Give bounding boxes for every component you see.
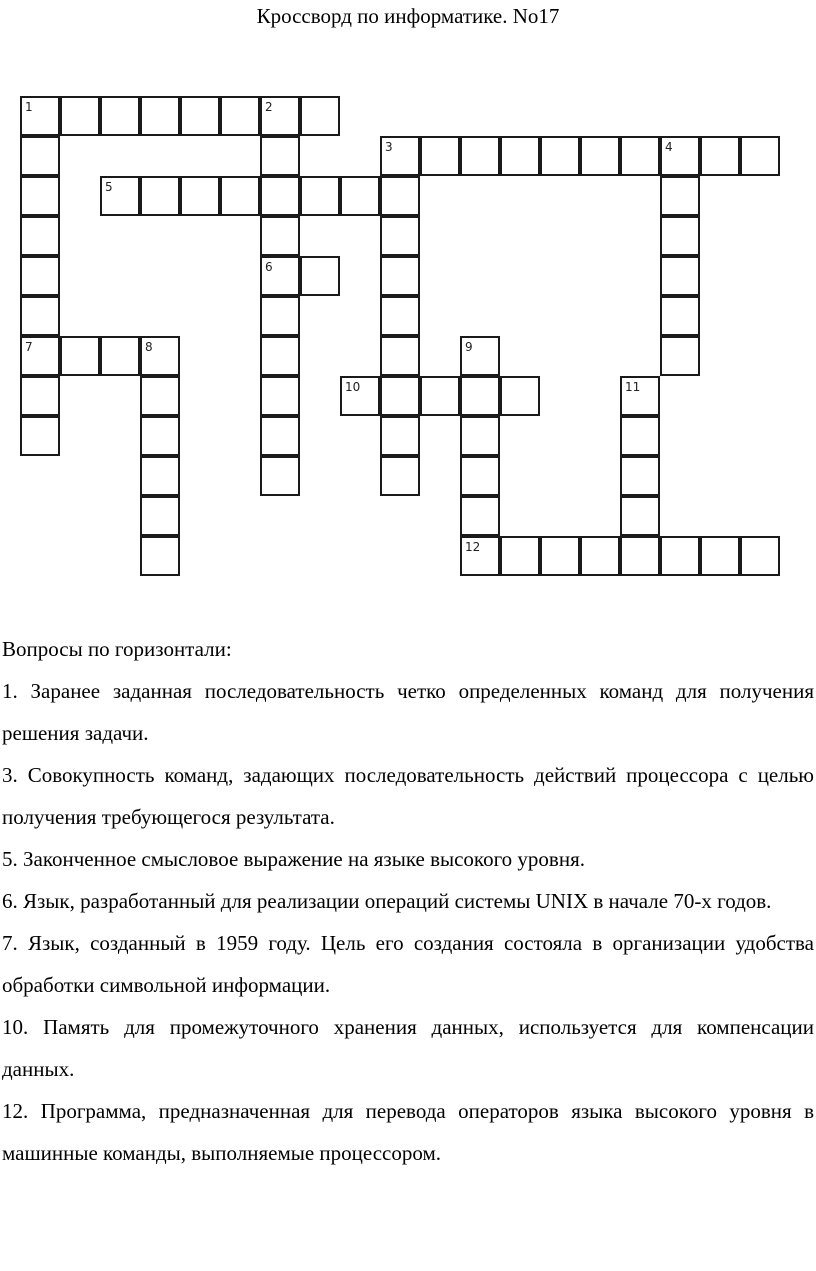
crossword-cell[interactable] <box>620 456 660 496</box>
crossword-cell[interactable] <box>420 136 460 176</box>
crossword-cell[interactable] <box>180 176 220 216</box>
crossword-cell[interactable] <box>580 136 620 176</box>
question-item: 1. Заранее заданная последовательность четко определенных команд для получения решения задачи. <box>2 679 814 745</box>
crossword-cell[interactable] <box>220 96 260 136</box>
crossword-cell[interactable] <box>660 336 700 376</box>
crossword-cell[interactable] <box>380 456 420 496</box>
crossword-cell[interactable] <box>620 376 660 416</box>
crossword-cell[interactable] <box>700 536 740 576</box>
crossword-cell[interactable] <box>180 96 220 136</box>
crossword-cell[interactable] <box>620 536 660 576</box>
crossword-cell[interactable] <box>740 136 780 176</box>
crossword-cell[interactable] <box>140 536 180 576</box>
crossword-cell[interactable] <box>460 456 500 496</box>
crossword-cell[interactable] <box>300 96 340 136</box>
cell-number: 12 <box>465 540 481 554</box>
crossword-cell[interactable] <box>460 416 500 456</box>
crossword-cell[interactable] <box>20 336 60 376</box>
crossword-cell[interactable] <box>100 96 140 136</box>
crossword-cell[interactable] <box>60 336 100 376</box>
cell-number: 4 <box>665 140 673 154</box>
question-item: 10. Память для промежуточного хранения данных, используется для компенсации данных. <box>2 1015 814 1081</box>
cell-number: 2 <box>265 100 273 114</box>
crossword-cell[interactable] <box>460 336 500 376</box>
crossword-cell[interactable] <box>260 336 300 376</box>
crossword-cell[interactable] <box>140 496 180 536</box>
crossword-cell[interactable] <box>140 176 180 216</box>
cell-number: 1 <box>25 100 33 114</box>
questions-section <box>2 628 814 1174</box>
crossword-cell[interactable] <box>380 376 420 416</box>
crossword-cell[interactable] <box>620 136 660 176</box>
crossword-cell[interactable] <box>220 176 260 216</box>
crossword-cell[interactable] <box>60 96 100 136</box>
crossword-cell[interactable] <box>660 536 700 576</box>
crossword-cell[interactable] <box>380 416 420 456</box>
crossword-cell[interactable] <box>420 376 460 416</box>
crossword-cell[interactable] <box>300 256 340 296</box>
question-item: 3. Совокупность команд, задающих последовательность действий процессора с целью получения требующегося результата. <box>2 763 814 829</box>
crossword-cell[interactable] <box>20 136 60 176</box>
crossword-cell[interactable] <box>660 216 700 256</box>
cell-number: 11 <box>625 380 641 394</box>
cell-number: 8 <box>145 340 153 354</box>
crossword-cell[interactable] <box>660 136 700 176</box>
crossword-cell[interactable] <box>540 536 580 576</box>
crossword-grid <box>0 0 816 600</box>
cell-number: 10 <box>345 380 361 394</box>
crossword-cell[interactable] <box>260 456 300 496</box>
question-item: 7. Язык, созданный в 1959 году. Цель его создания состояла в организации удобства обработки символьной информации. <box>2 931 814 997</box>
crossword-cell[interactable] <box>300 176 340 216</box>
crossword-cell[interactable] <box>140 416 180 456</box>
cell-number: 6 <box>265 260 273 274</box>
crossword-cell[interactable] <box>740 536 780 576</box>
crossword-cell[interactable] <box>620 416 660 456</box>
crossword-cell[interactable] <box>20 96 60 136</box>
crossword-cell[interactable] <box>660 296 700 336</box>
crossword-cell[interactable] <box>660 256 700 296</box>
crossword-cell[interactable] <box>260 216 300 256</box>
crossword-cell[interactable] <box>500 136 540 176</box>
crossword-cell[interactable] <box>260 176 300 216</box>
crossword-cell[interactable] <box>340 176 380 216</box>
crossword-cell[interactable] <box>380 136 420 176</box>
crossword-cell[interactable] <box>380 296 420 336</box>
crossword-cell[interactable] <box>100 336 140 376</box>
crossword-cell[interactable] <box>260 256 300 296</box>
question-item: 12. Программа, предназначенная для перевода операторов языка высокого уровня в машинные команды, выполняемые процессором. <box>2 1099 814 1165</box>
crossword-cell[interactable] <box>700 136 740 176</box>
crossword-cell[interactable] <box>140 96 180 136</box>
crossword-cell[interactable] <box>660 176 700 216</box>
crossword-cell[interactable] <box>260 96 300 136</box>
crossword-cell[interactable] <box>500 376 540 416</box>
crossword-cell[interactable] <box>460 496 500 536</box>
crossword-cell[interactable] <box>460 376 500 416</box>
crossword-cell[interactable] <box>340 376 380 416</box>
crossword-cell[interactable] <box>20 176 60 216</box>
cell-number: 5 <box>105 180 113 194</box>
crossword-cell[interactable] <box>140 376 180 416</box>
crossword-cell[interactable] <box>20 256 60 296</box>
crossword-cell[interactable] <box>580 536 620 576</box>
crossword-cell[interactable] <box>260 416 300 456</box>
crossword-cell[interactable] <box>500 536 540 576</box>
crossword-cell[interactable] <box>260 296 300 336</box>
crossword-cell[interactable] <box>380 216 420 256</box>
crossword-cell[interactable] <box>380 176 420 216</box>
crossword-cell[interactable] <box>100 176 140 216</box>
crossword-cell[interactable] <box>20 416 60 456</box>
crossword-cell[interactable] <box>620 496 660 536</box>
crossword-cell[interactable] <box>20 216 60 256</box>
crossword-cell[interactable] <box>20 376 60 416</box>
crossword-cell[interactable] <box>140 456 180 496</box>
questions-heading: Вопросы по горизонтали: <box>2 637 232 661</box>
question-item: 5. Законченное смысловое выражение на языке высокого уровня. <box>2 847 585 871</box>
question-item: 6. Язык, разработанный для реализации операций системы UNIX в начале 70-х годов. <box>2 889 772 913</box>
crossword-cell[interactable] <box>460 536 500 576</box>
cell-number: 7 <box>25 340 33 354</box>
cell-number: 9 <box>465 340 473 354</box>
page-title: Кроссворд по информатике. No17 <box>256 4 560 28</box>
crossword-cell[interactable] <box>20 296 60 336</box>
crossword-cell[interactable] <box>140 336 180 376</box>
crossword-cell[interactable] <box>460 136 500 176</box>
cell-number: 3 <box>385 140 393 154</box>
crossword-cell[interactable] <box>380 336 420 376</box>
crossword-cell[interactable] <box>540 136 580 176</box>
crossword-cell[interactable] <box>260 376 300 416</box>
crossword-cell[interactable] <box>380 256 420 296</box>
crossword-cell[interactable] <box>260 136 300 176</box>
